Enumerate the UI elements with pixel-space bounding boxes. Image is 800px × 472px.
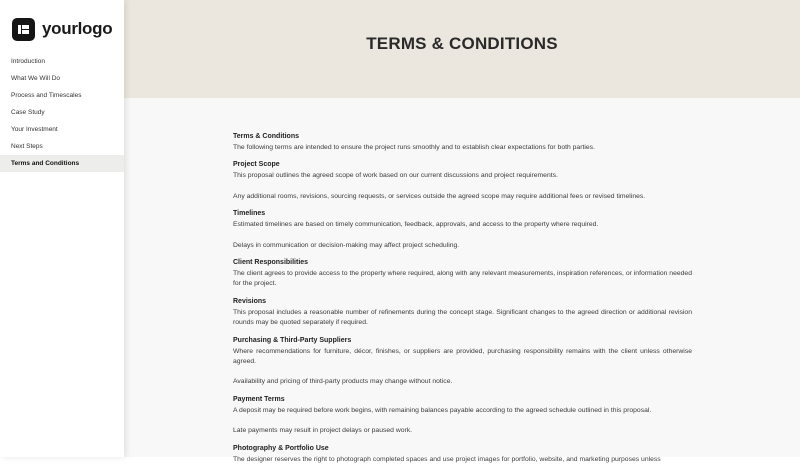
section-project-scope — [233, 160, 692, 202]
sidebar — [0, 0, 124, 457]
nav-item-process-and-timescales[interactable]: Process and Timescales — [11, 92, 82, 99]
section-title: Payment Terms — [233, 395, 285, 403]
section-title: Terms & Conditions — [233, 133, 299, 140]
nav-item-introduction[interactable]: Introduction — [11, 58, 45, 65]
section-paragraph: This proposal outlines the agreed scope of work based on our current discussions and project requirements. — [233, 172, 558, 180]
section-purchasing-suppliers — [233, 336, 692, 388]
sidebar-nav — [0, 53, 124, 172]
section-title: Project Scope — [233, 161, 280, 169]
section-paragraph: Delays in communication or decision-making may affect project scheduling. — [233, 241, 460, 249]
section-paragraph: Availability and pricing of third-party products may change without notice. — [233, 378, 453, 386]
section-paragraph: Estimated timelines are based on timely communication, feedback, approvals, and access to the property where required. — [233, 221, 599, 229]
section-title: Purchasing & Third-Party Suppliers — [233, 336, 352, 344]
section-title: Timelines — [233, 210, 266, 218]
section-client-responsibilities — [233, 258, 692, 290]
logo-icon — [12, 18, 35, 41]
page-title: TERMS & CONDITIONS — [366, 34, 558, 53]
nav-item-your-investment[interactable]: Your Investment — [11, 126, 58, 133]
nav-item-what-we-will-do[interactable]: What We Will Do — [11, 75, 60, 82]
section-photography-portfolio — [233, 444, 692, 465]
section-terms-and-conditions — [233, 132, 692, 153]
logo-text: yourlogo — [42, 19, 113, 38]
nav-item-case-study[interactable]: Case Study — [11, 109, 45, 116]
section-title: Client Responsibilities — [233, 259, 309, 267]
section-paragraph: The designer reserves the right to photograph completed spaces and use project images for portfolio, website, and marketing purposes unless — [233, 455, 661, 463]
section-paragraph: Late payments may result in project delays or paused work. — [233, 427, 413, 435]
nav-item-next-steps[interactable]: Next Steps — [11, 143, 43, 150]
section-title: Photography & Portfolio Use — [233, 444, 329, 452]
section-revisions — [233, 297, 692, 329]
section-paragraph: Any additional rooms, revisions, sourcing requests, or services outside the agreed scope may require additional fees or revised timelines. — [233, 192, 646, 200]
section-paragraph: Where recommendations for furniture, décor, finishes, or suppliers are provided, purchasing responsibility remains with the client unless otherwise agreed. — [233, 347, 692, 366]
section-title: Revisions — [233, 297, 267, 305]
hero-banner — [124, 0, 800, 98]
section-timelines — [233, 209, 692, 251]
section-paragraph: This proposal includes a reasonable number of refinements during the concept stage. Significant changes to the agreed direction or additional revision rounds may be quoted separately if required. — [233, 308, 692, 327]
main-content — [124, 0, 800, 463]
section-paragraph: A deposit may be required before work begins, with remaining balances payable according to the agreed schedule outlined in this proposal. — [233, 406, 652, 414]
section-paragraph: The following terms are intended to ensure the project runs smoothly and to establish clear expectations for both parties. — [233, 144, 595, 151]
section-paragraph: The client agrees to provide access to the property where required, along with any relevant measurements, inspiration references, or information needed for the project. — [233, 270, 692, 288]
section-payment-terms — [233, 395, 692, 437]
nav-item-terms-and-conditions[interactable]: Terms and Conditions — [0, 155, 124, 172]
logo[interactable] — [12, 16, 112, 42]
terms-content — [233, 132, 692, 472]
